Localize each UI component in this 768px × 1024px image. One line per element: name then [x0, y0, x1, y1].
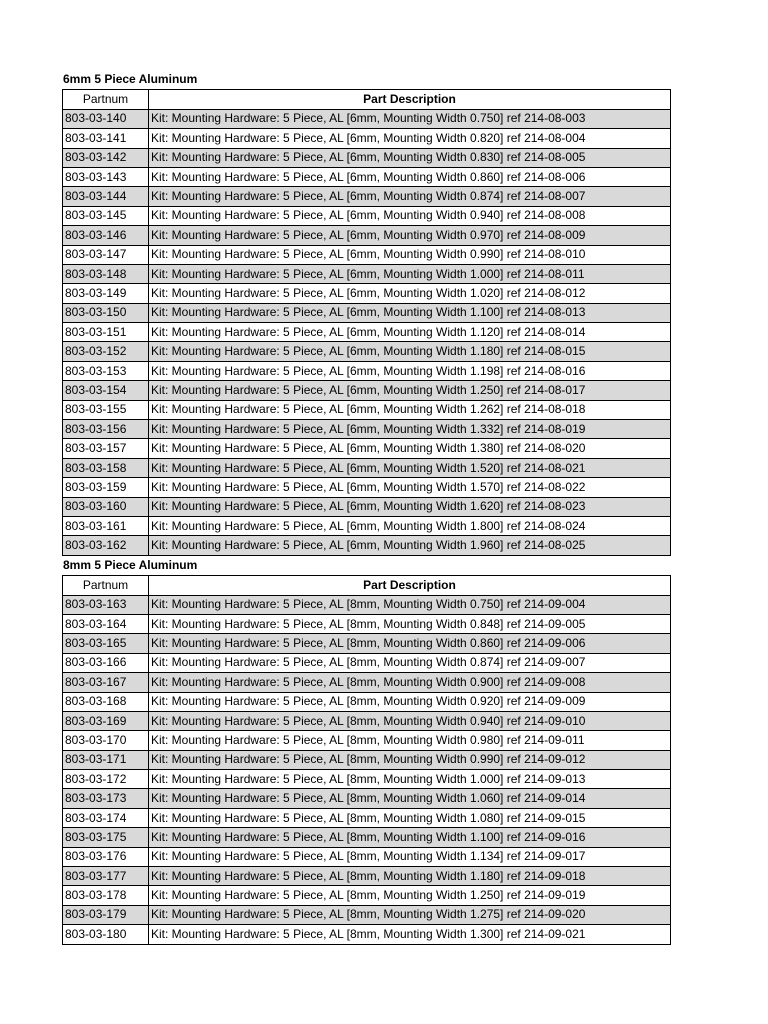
description-cell: Kit: Mounting Hardware: 5 Piece, AL [6mm, Mounting Width 1.520] ref 214-08-021: [149, 458, 671, 477]
table-row: [63, 847, 671, 866]
table-header-row: [63, 576, 671, 595]
table-row: [63, 536, 671, 555]
description-cell: Kit: Mounting Hardware: 5 Piece, AL [8mm, Mounting Width 0.920] ref 214-09-009: [149, 692, 671, 711]
description-cell: Kit: Mounting Hardware: 5 Piece, AL [8mm, Mounting Width 0.900] ref 214-09-008: [149, 673, 671, 692]
description-header: Part Description: [149, 576, 671, 595]
table-row: [63, 303, 671, 322]
description-cell: Kit: Mounting Hardware: 5 Piece, AL [8mm, Mounting Width 1.000] ref 214-09-013: [149, 770, 671, 789]
table-row: [63, 653, 671, 672]
partnum-cell: 803-03-145: [63, 206, 149, 225]
description-cell: Kit: Mounting Hardware: 5 Piece, AL [6mm, Mounting Width 1.570] ref 214-08-022: [149, 478, 671, 497]
partnum-cell: 803-03-169: [63, 711, 149, 730]
description-cell: Kit: Mounting Hardware: 5 Piece, AL [8mm, Mounting Width 1.100] ref 214-09-016: [149, 828, 671, 847]
table-row: [63, 634, 671, 653]
table-row: [63, 673, 671, 692]
description-cell: Kit: Mounting Hardware: 5 Piece, AL [6mm, Mounting Width 1.620] ref 214-08-023: [149, 497, 671, 516]
partnum-cell: 803-03-157: [63, 439, 149, 458]
table-row: [63, 770, 671, 789]
partnum-cell: 803-03-164: [63, 614, 149, 633]
table-row: [63, 516, 671, 535]
description-header: Part Description: [149, 90, 671, 109]
table-row: [63, 264, 671, 283]
partnum-cell: 803-03-166: [63, 653, 149, 672]
description-cell: Kit: Mounting Hardware: 5 Piece, AL [8mm, Mounting Width 1.134] ref 214-09-017: [149, 847, 671, 866]
partnum-cell: 803-03-152: [63, 342, 149, 361]
partnum-cell: 803-03-150: [63, 303, 149, 322]
table-row: [63, 342, 671, 361]
spreadsheet: [62, 70, 670, 945]
partnum-cell: 803-03-154: [63, 381, 149, 400]
description-cell: Kit: Mounting Hardware: 5 Piece, AL [6mm, Mounting Width 0.820] ref 214-08-004: [149, 129, 671, 148]
description-cell: Kit: Mounting Hardware: 5 Piece, AL [6mm, Mounting Width 1.120] ref 214-08-014: [149, 323, 671, 342]
partnum-cell: 803-03-144: [63, 187, 149, 206]
parts-table: [62, 575, 671, 944]
partnum-cell: 803-03-149: [63, 284, 149, 303]
partnum-cell: 803-03-161: [63, 516, 149, 535]
partnum-cell: 803-03-174: [63, 808, 149, 827]
partnum-cell: 803-03-171: [63, 750, 149, 769]
table-row: [63, 226, 671, 245]
table-row: [63, 789, 671, 808]
description-cell: Kit: Mounting Hardware: 5 Piece, AL [6mm, Mounting Width 0.940] ref 214-08-008: [149, 206, 671, 225]
description-cell: Kit: Mounting Hardware: 5 Piece, AL [8mm, Mounting Width 0.990] ref 214-09-012: [149, 750, 671, 769]
partnum-cell: 803-03-151: [63, 323, 149, 342]
table-row: [63, 148, 671, 167]
description-cell: Kit: Mounting Hardware: 5 Piece, AL [6mm, Mounting Width 1.198] ref 214-08-016: [149, 361, 671, 380]
table-row: [63, 867, 671, 886]
description-cell: Kit: Mounting Hardware: 5 Piece, AL [6mm, Mounting Width 0.830] ref 214-08-005: [149, 148, 671, 167]
partnum-header: Partnum: [63, 576, 149, 595]
description-cell: Kit: Mounting Hardware: 5 Piece, AL [8mm, Mounting Width 0.874] ref 214-09-007: [149, 653, 671, 672]
table-row: [63, 420, 671, 439]
description-cell: Kit: Mounting Hardware: 5 Piece, AL [6mm, Mounting Width 1.180] ref 214-08-015: [149, 342, 671, 361]
description-cell: Kit: Mounting Hardware: 5 Piece, AL [6mm, Mounting Width 0.750] ref 214-08-003: [149, 109, 671, 128]
description-cell: Kit: Mounting Hardware: 5 Piece, AL [6mm, Mounting Width 0.874] ref 214-08-007: [149, 187, 671, 206]
description-cell: Kit: Mounting Hardware: 5 Piece, AL [6mm, Mounting Width 1.262] ref 214-08-018: [149, 400, 671, 419]
table-row: [63, 828, 671, 847]
description-cell: Kit: Mounting Hardware: 5 Piece, AL [8mm, Mounting Width 0.940] ref 214-09-010: [149, 711, 671, 730]
table-row: [63, 750, 671, 769]
table-row: [63, 400, 671, 419]
table-row: [63, 109, 671, 128]
partnum-cell: 803-03-140: [63, 109, 149, 128]
partnum-cell: 803-03-165: [63, 634, 149, 653]
table-row: [63, 323, 671, 342]
table-row: [63, 206, 671, 225]
table-row: [63, 731, 671, 750]
table-row: [63, 886, 671, 905]
partnum-header: Partnum: [63, 90, 149, 109]
table-row: [63, 361, 671, 380]
table-row: [63, 808, 671, 827]
description-cell: Kit: Mounting Hardware: 5 Piece, AL [8mm, Mounting Width 0.750] ref 214-09-004: [149, 595, 671, 614]
table-row: [63, 129, 671, 148]
partnum-cell: 803-03-180: [63, 925, 149, 944]
table-row: [63, 711, 671, 730]
partnum-cell: 803-03-146: [63, 226, 149, 245]
partnum-cell: 803-03-176: [63, 847, 149, 866]
description-cell: Kit: Mounting Hardware: 5 Piece, AL [8mm, Mounting Width 1.060] ref 214-09-014: [149, 789, 671, 808]
partnum-cell: 803-03-160: [63, 497, 149, 516]
description-cell: Kit: Mounting Hardware: 5 Piece, AL [8mm, Mounting Width 1.250] ref 214-09-019: [149, 886, 671, 905]
table-row: [63, 478, 671, 497]
table-row: [63, 167, 671, 186]
table-header-row: [63, 90, 671, 109]
table-row: [63, 284, 671, 303]
table-row: [63, 692, 671, 711]
partnum-cell: 803-03-153: [63, 361, 149, 380]
description-cell: Kit: Mounting Hardware: 5 Piece, AL [6mm, Mounting Width 1.250] ref 214-08-017: [149, 381, 671, 400]
table-row: [63, 245, 671, 264]
partnum-cell: 803-03-156: [63, 420, 149, 439]
partnum-cell: 803-03-155: [63, 400, 149, 419]
partnum-cell: 803-03-162: [63, 536, 149, 555]
description-cell: Kit: Mounting Hardware: 5 Piece, AL [8mm, Mounting Width 1.275] ref 214-09-020: [149, 905, 671, 924]
partnum-cell: 803-03-142: [63, 148, 149, 167]
table-row: [63, 497, 671, 516]
partnum-cell: 803-03-141: [63, 129, 149, 148]
description-cell: Kit: Mounting Hardware: 5 Piece, AL [8mm, Mounting Width 1.080] ref 214-09-015: [149, 808, 671, 827]
description-cell: Kit: Mounting Hardware: 5 Piece, AL [6mm, Mounting Width 1.020] ref 214-08-012: [149, 284, 671, 303]
description-cell: Kit: Mounting Hardware: 5 Piece, AL [8mm, Mounting Width 1.300] ref 214-09-021: [149, 925, 671, 944]
partnum-cell: 803-03-173: [63, 789, 149, 808]
partnum-cell: 803-03-175: [63, 828, 149, 847]
table-row: [63, 439, 671, 458]
description-cell: Kit: Mounting Hardware: 5 Piece, AL [6mm, Mounting Width 1.332] ref 214-08-019: [149, 420, 671, 439]
description-cell: Kit: Mounting Hardware: 5 Piece, AL [8mm, Mounting Width 0.848] ref 214-09-005: [149, 614, 671, 633]
description-cell: Kit: Mounting Hardware: 5 Piece, AL [8mm, Mounting Width 1.180] ref 214-09-018: [149, 867, 671, 886]
description-cell: Kit: Mounting Hardware: 5 Piece, AL [6mm, Mounting Width 0.990] ref 214-08-010: [149, 245, 671, 264]
partnum-cell: 803-03-177: [63, 867, 149, 886]
partnum-cell: 803-03-158: [63, 458, 149, 477]
table-row: [63, 187, 671, 206]
parts-table: [62, 89, 671, 555]
partnum-cell: 803-03-159: [63, 478, 149, 497]
section-title: 8mm 5 Piece Aluminum: [63, 557, 198, 572]
description-cell: Kit: Mounting Hardware: 5 Piece, AL [6mm, Mounting Width 1.100] ref 214-08-013: [149, 303, 671, 322]
table-row: [63, 905, 671, 924]
description-cell: Kit: Mounting Hardware: 5 Piece, AL [6mm, Mounting Width 1.960] ref 214-08-025: [149, 536, 671, 555]
description-cell: Kit: Mounting Hardware: 5 Piece, AL [8mm, Mounting Width 0.980] ref 214-09-011: [149, 731, 671, 750]
table-row: [63, 925, 671, 944]
description-cell: Kit: Mounting Hardware: 5 Piece, AL [6mm, Mounting Width 1.800] ref 214-08-024: [149, 516, 671, 535]
partnum-cell: 803-03-148: [63, 264, 149, 283]
description-cell: Kit: Mounting Hardware: 5 Piece, AL [8mm, Mounting Width 0.860] ref 214-09-006: [149, 634, 671, 653]
partnum-cell: 803-03-172: [63, 770, 149, 789]
partnum-cell: 803-03-143: [63, 167, 149, 186]
description-cell: Kit: Mounting Hardware: 5 Piece, AL [6mm, Mounting Width 1.000] ref 214-08-011: [149, 264, 671, 283]
table-row: [63, 381, 671, 400]
table-row: [63, 595, 671, 614]
partnum-cell: 803-03-167: [63, 673, 149, 692]
partnum-cell: 803-03-170: [63, 731, 149, 750]
partnum-cell: 803-03-168: [63, 692, 149, 711]
section-title: 6mm 5 Piece Aluminum: [63, 72, 198, 86]
description-cell: Kit: Mounting Hardware: 5 Piece, AL [6mm, Mounting Width 1.380] ref 214-08-020: [149, 439, 671, 458]
description-cell: Kit: Mounting Hardware: 5 Piece, AL [6mm, Mounting Width 0.860] ref 214-08-006: [149, 167, 671, 186]
table-row: [63, 614, 671, 633]
partnum-cell: 803-03-163: [63, 595, 149, 614]
partnum-cell: 803-03-147: [63, 245, 149, 264]
table-row: [63, 458, 671, 477]
partnum-cell: 803-03-179: [63, 905, 149, 924]
description-cell: Kit: Mounting Hardware: 5 Piece, AL [6mm, Mounting Width 0.970] ref 214-08-009: [149, 226, 671, 245]
partnum-cell: 803-03-178: [63, 886, 149, 905]
